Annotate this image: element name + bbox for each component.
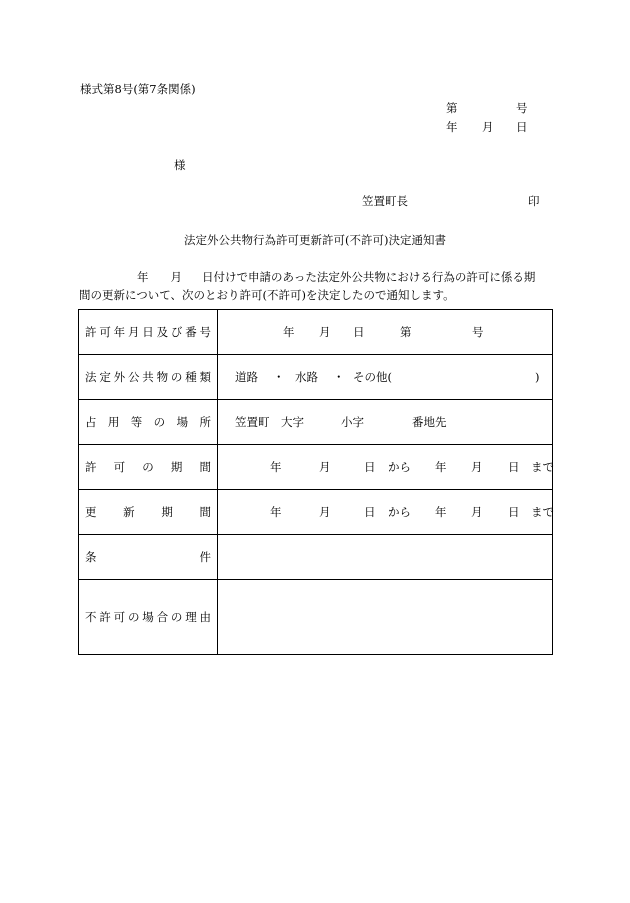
permit-month: 月 <box>319 325 331 339</box>
date-year: 年 <box>446 120 458 134</box>
period-end-year: 年 <box>435 460 447 474</box>
label-conditions <box>79 535 218 580</box>
body-line-1 <box>79 268 553 286</box>
renewal-start-year: 年 <box>270 505 282 519</box>
label-permit-period <box>79 445 218 490</box>
renewal-end-month: 月 <box>471 505 483 519</box>
value-property-type[interactable] <box>218 355 553 400</box>
value-permit-date-number[interactable] <box>218 310 553 355</box>
renewal-end-day: 日 <box>508 505 520 519</box>
date-month: 月 <box>482 120 494 134</box>
table-row <box>79 400 553 445</box>
label-text: 更 新 期 間 <box>85 505 211 519</box>
location-koaza: 小字 <box>341 415 364 429</box>
option-other: その他( <box>353 370 392 384</box>
period-end-month: 月 <box>471 460 483 474</box>
renewal-start-day: 日 <box>364 505 376 519</box>
body-month: 月 <box>170 270 182 284</box>
period-from: から <box>388 460 411 474</box>
table-row <box>79 355 553 400</box>
label-refusal-reason <box>79 580 218 655</box>
body-line-1-text: 日付けで申請のあった法定外公共物における行為の許可に係る期 <box>202 270 536 284</box>
document-title: 法定外公共物行為許可更新許可(不許可)決定通知書 <box>184 233 446 247</box>
label-text: 条 件 <box>85 550 211 564</box>
label-renewal-period <box>79 490 218 535</box>
issuer-name: 笠置町長 <box>362 194 408 208</box>
body-text <box>79 268 553 304</box>
date-day: 日 <box>516 120 528 134</box>
option-other-close: ) <box>535 370 540 384</box>
period-end-day: 日 <box>508 460 520 474</box>
permit-day: 日 <box>353 325 365 339</box>
separator-dot: ・ <box>273 370 285 384</box>
decision-table <box>78 309 553 655</box>
label-property-type <box>79 355 218 400</box>
table-row <box>79 535 553 580</box>
renewal-end-year: 年 <box>435 505 447 519</box>
label-text: 許 可 の 期 間 <box>85 460 211 474</box>
location-town: 笠置町 <box>235 415 270 429</box>
location-banchi: 番地先 <box>412 415 447 429</box>
body-year: 年 <box>137 270 149 284</box>
location-oaza: 大字 <box>281 415 304 429</box>
period-start-month: 月 <box>319 460 331 474</box>
permit-number-suffix: 号 <box>472 325 484 339</box>
renewal-start-month: 月 <box>319 505 331 519</box>
value-conditions[interactable] <box>218 535 553 580</box>
label-text: 不 許 可 の 場 合 の 理 由 <box>85 610 211 624</box>
renewal-until: まで <box>531 505 554 519</box>
table-row <box>79 445 553 490</box>
table-row <box>79 310 553 355</box>
period-start-year: 年 <box>270 460 282 474</box>
document-number-suffix: 号 <box>516 101 528 115</box>
value-refusal-reason[interactable] <box>218 580 553 655</box>
permit-year: 年 <box>283 325 295 339</box>
label-text: 法 定 外 公 共 物 の 種 類 <box>85 370 211 384</box>
label-text: 占 用 等 の 場 所 <box>85 415 211 429</box>
option-waterway: 水路 <box>295 370 318 384</box>
separator-dot: ・ <box>333 370 345 384</box>
period-until: まで <box>531 460 554 474</box>
option-road: 道路 <box>235 370 258 384</box>
value-location[interactable] <box>218 400 553 445</box>
label-location <box>79 400 218 445</box>
label-permit-date-number <box>79 310 218 355</box>
seal-mark: 印 <box>528 194 540 208</box>
value-permit-period[interactable] <box>218 445 553 490</box>
document-number-prefix: 第 <box>446 101 458 115</box>
form-number: 様式第8号(第7条関係) <box>80 82 196 96</box>
period-start-day: 日 <box>364 460 376 474</box>
label-text: 許 可 年 月 日 及 び 番 号 <box>85 325 211 339</box>
permit-number-prefix: 第 <box>400 325 412 339</box>
value-renewal-period[interactable] <box>218 490 553 535</box>
addressee-suffix: 様 <box>174 158 186 172</box>
table-row <box>79 580 553 655</box>
table-row <box>79 490 553 535</box>
body-line-2: 間の更新について、次のとおり許可(不許可)を決定したので通知します。 <box>79 288 455 302</box>
renewal-from: から <box>388 505 411 519</box>
